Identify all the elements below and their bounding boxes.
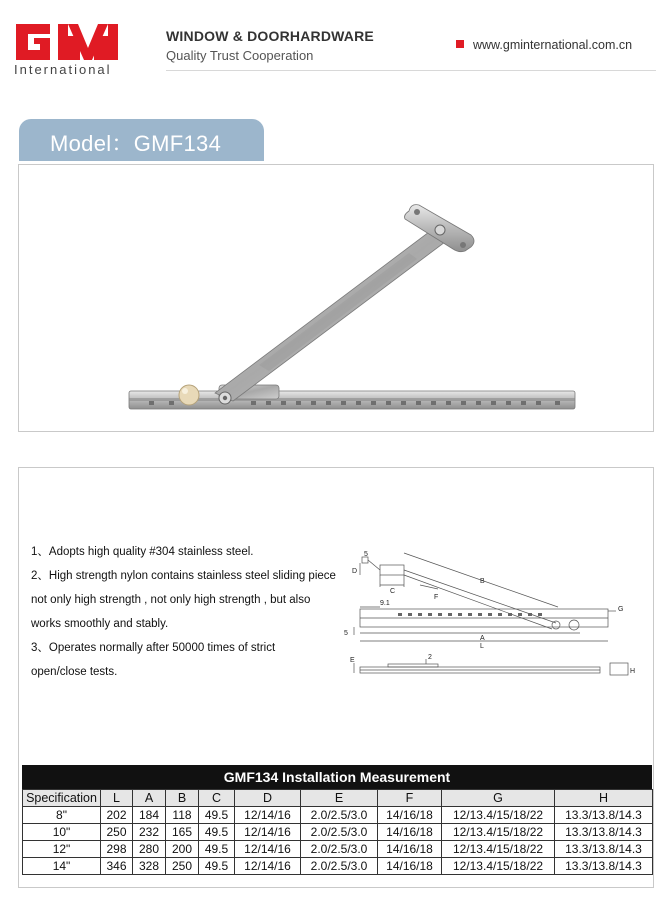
table-header-cell: D	[235, 790, 301, 807]
table-cell: 2.0/2.5/3.0	[301, 807, 378, 824]
table-cell: 14/16/18	[378, 858, 442, 875]
table-header-cell: A	[133, 790, 166, 807]
table-cell: 12/14/16	[235, 807, 301, 824]
table-header-cell: Specification	[23, 790, 101, 807]
table-title: GMF134 Installation Measurement	[22, 765, 652, 789]
table-cell: 12/14/16	[235, 824, 301, 841]
table-cell: 49.5	[199, 824, 235, 841]
feature-line: open/close tests.	[31, 666, 118, 678]
table-header-cell: H	[555, 790, 653, 807]
table-cell: 2.0/2.5/3.0	[301, 841, 378, 858]
table-cell: 200	[166, 841, 199, 858]
table-cell: 12/13.4/15/18/22	[442, 807, 555, 824]
table-row	[23, 807, 653, 824]
header-divider	[166, 70, 656, 71]
table-cell: 2.0/2.5/3.0	[301, 824, 378, 841]
table-row	[23, 841, 653, 858]
dim-label-2: 2	[428, 654, 432, 661]
dim-label-d: D	[352, 568, 358, 575]
website-text: www.gminternational.com.cn	[473, 38, 633, 52]
table-cell: 49.5	[199, 841, 235, 858]
table-cell: 118	[166, 807, 199, 824]
table-cell: 14/16/18	[378, 824, 442, 841]
product-photo-panel	[18, 164, 654, 432]
table-cell: 12"	[23, 841, 101, 858]
dim-label-e: E	[350, 657, 355, 664]
table-cell: 14/16/18	[378, 807, 442, 824]
table-cell: 2.0/2.5/3.0	[301, 858, 378, 875]
table-cell: 49.5	[199, 858, 235, 875]
table-cell: 12/14/16	[235, 858, 301, 875]
gm-logo	[14, 22, 122, 62]
dim-label-b: B	[480, 578, 485, 585]
table-cell: 232	[133, 824, 166, 841]
brand-title: WINDOW & DOORHARDWARE	[166, 28, 374, 44]
feature-line: works smoothly and stably.	[31, 618, 169, 630]
table-cell: 13.3/13.8/14.3	[555, 807, 653, 824]
table-row	[23, 824, 653, 841]
table-cell: 250	[101, 824, 133, 841]
table-cell: 13.3/13.8/14.3	[555, 824, 653, 841]
table-cell: 328	[133, 858, 166, 875]
feature-line: 3、Operates normally after 50000 times of strict	[31, 642, 276, 654]
table-cell: 13.3/13.8/14.3	[555, 841, 653, 858]
dim-label-f: F	[434, 594, 439, 601]
website-link[interactable]	[456, 38, 632, 52]
table-header-cell: E	[301, 790, 378, 807]
spec-table	[22, 789, 653, 875]
feature-line: not only high strength , not only high strength , but also	[31, 594, 311, 606]
dim-label-l: L	[480, 643, 484, 650]
dimension-drawing	[340, 545, 640, 685]
table-header-cell: L	[101, 790, 133, 807]
table-cell: 250	[166, 858, 199, 875]
table-header-cell: C	[199, 790, 235, 807]
dim-label-mid-5: 5	[344, 630, 348, 637]
table-cell: 49.5	[199, 807, 235, 824]
table-header-cell: F	[378, 790, 442, 807]
brand-tagline: Quality Trust Cooperation	[166, 48, 314, 63]
table-cell: 202	[101, 807, 133, 824]
table-cell: 14/16/18	[378, 841, 442, 858]
table-cell: 13.3/13.8/14.3	[555, 858, 653, 875]
table-cell: 298	[101, 841, 133, 858]
table-cell: 12/13.4/15/18/22	[442, 841, 555, 858]
friction-stay-hinge-image	[19, 165, 653, 431]
model-title: Model：GMF134	[50, 131, 222, 156]
dim-label-g: G	[618, 606, 624, 613]
table-header-row	[23, 790, 653, 807]
table-cell: 165	[166, 824, 199, 841]
table-header-cell: B	[166, 790, 199, 807]
feature-line: 1、Adopts high quality #304 stainless steel.	[31, 546, 254, 558]
feature-line: 2、High strength nylon contains stainless steel sliding piece	[31, 570, 336, 582]
feature-list	[31, 540, 361, 684]
table-cell: 12/13.4/15/18/22	[442, 824, 555, 841]
table-cell: 10"	[23, 824, 101, 841]
dim-label-9-1: 9.1	[380, 600, 390, 607]
square-bullet-icon	[456, 40, 464, 48]
table-cell: 12/13.4/15/18/22	[442, 858, 555, 875]
logo-subtitle: International	[14, 62, 112, 77]
table-cell: 12/14/16	[235, 841, 301, 858]
dim-label-h: H	[630, 668, 636, 675]
table-row	[23, 858, 653, 875]
dim-label-top-5: 5	[364, 551, 368, 558]
table-cell: 280	[133, 841, 166, 858]
table-header-cell: G	[442, 790, 555, 807]
dim-label-c: C	[390, 588, 396, 595]
table-cell: 346	[101, 858, 133, 875]
table-cell: 8"	[23, 807, 101, 824]
table-cell: 184	[133, 807, 166, 824]
table-cell: 14"	[23, 858, 101, 875]
dim-label-a: A	[480, 635, 485, 642]
